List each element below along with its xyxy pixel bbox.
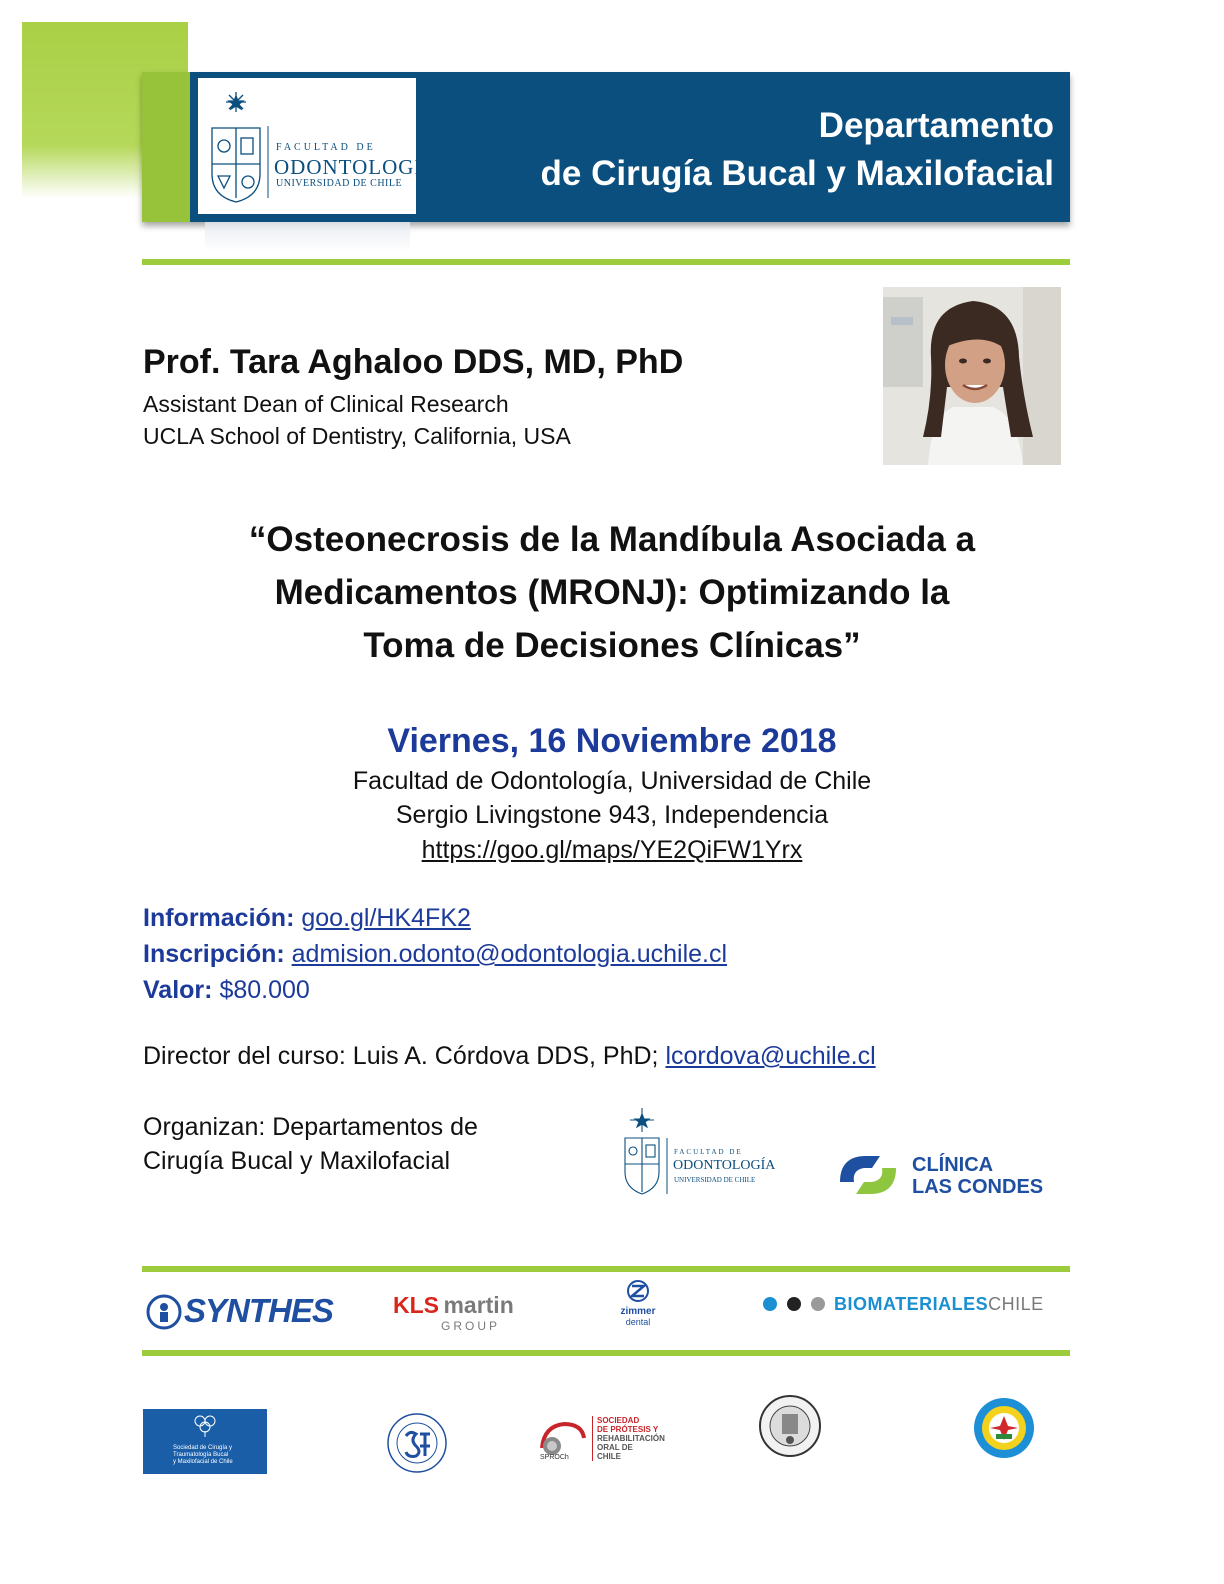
organizers-line2: Cirugía Bucal y Maxilofacial xyxy=(143,1147,451,1175)
talk-title-line1: “Osteonecrosis de la Mandíbula Asociada a xyxy=(248,520,976,559)
biomateriales-a: BIOMATERIALES xyxy=(834,1294,989,1314)
zimmer-dental-logo xyxy=(608,1280,668,1330)
valor-label: Valor: xyxy=(143,976,213,1004)
kls-text: KLS xyxy=(393,1292,439,1318)
biomateriales-text xyxy=(834,1294,1044,1315)
martin-text: martin xyxy=(443,1292,514,1318)
society-periodoncia-logo xyxy=(386,1412,448,1474)
faculty-logo xyxy=(198,78,439,214)
clinica-las-condes-icon xyxy=(836,1148,900,1202)
event-venue: Facultad de Odontología, Universidad de Chile xyxy=(352,767,872,795)
clinica-line2: LAS CONDES xyxy=(912,1176,1044,1198)
valor-value: $80.000 xyxy=(219,976,310,1004)
divider-sponsors-top xyxy=(142,1266,1070,1272)
zimmer-icon xyxy=(625,1280,651,1302)
informacion-link[interactable]: goo.gl/HK4FK2 xyxy=(301,904,471,932)
soc1-line2: Traumatología Bucal xyxy=(173,1452,229,1458)
periodoncia-seal-icon xyxy=(386,1412,448,1474)
map-link[interactable]: https://goo.gl/maps/YE2QiFW1Yrx xyxy=(421,836,803,864)
soc1-line3: y Maxilofacial de Chile xyxy=(173,1459,233,1465)
department-line1: Departamento xyxy=(818,106,1054,145)
divider-sponsors-bottom xyxy=(142,1350,1070,1356)
clinica-line1: CLÍNICA xyxy=(912,1154,994,1176)
zimmer-text: zimmer xyxy=(620,1306,656,1317)
event-address: Sergio Livingstone 943, Independencia xyxy=(395,801,829,829)
society-tree-icon xyxy=(192,1413,218,1437)
clinica-text xyxy=(912,1154,1043,1198)
map-link-row xyxy=(112,836,1112,865)
society-cirugia-text xyxy=(173,1445,233,1466)
inscripcion-label: Inscripción: xyxy=(143,940,285,968)
sprochi-line1: SOCIEDAD xyxy=(597,1416,640,1425)
speaker-role: Assistant Dean of Clinical Research xyxy=(143,391,509,417)
organizers-text xyxy=(143,1110,478,1178)
sprochi-line2: DE PRÓTESIS Y xyxy=(597,1425,659,1434)
course-director xyxy=(143,1042,876,1071)
faculty-logo-small xyxy=(620,1108,790,1204)
director-email-link[interactable]: lcordova@uchile.cl xyxy=(665,1042,876,1070)
sprochi-logo xyxy=(538,1414,678,1468)
info-row-informacion xyxy=(143,904,471,933)
sprochi-line5: CHILE xyxy=(597,1452,621,1461)
informacion-label: Información: xyxy=(143,904,295,932)
society-cirugia-logo xyxy=(143,1409,267,1474)
logo-line2: ODONTOLOGÍA xyxy=(274,155,439,179)
organizers-line1: Organizan: Departamentos de xyxy=(143,1113,478,1141)
biomateriales-dots-icon xyxy=(762,1294,830,1314)
sprochi-line3: REHABILITACIÓN xyxy=(597,1434,665,1443)
logo-reflection xyxy=(205,222,410,252)
speaker-name: Prof. Tara Aghaloo DDS, MD, PhD xyxy=(143,343,684,381)
small-logo-line1: FACULTAD DE xyxy=(674,1148,743,1156)
society-patologia-logo xyxy=(758,1394,822,1458)
faculty-crest-small-icon xyxy=(620,1108,680,1204)
talk-title-line3: Toma de Decisiones Clínicas” xyxy=(363,626,861,665)
logo-line1: FACULTAD DE xyxy=(276,142,376,153)
kls-group-text: GROUP xyxy=(441,1319,501,1333)
sprochi-line4: ORAL DE xyxy=(597,1443,633,1452)
soc1-line1: Sociedad de Cirugía y xyxy=(173,1445,233,1451)
inscripcion-link[interactable]: admision.odonto@odontologia.uchile.cl xyxy=(291,940,728,968)
info-row-inscripcion xyxy=(143,940,727,969)
logo-line3: UNIVERSIDAD DE CHILE xyxy=(276,178,403,189)
clinica-las-condes-logo xyxy=(836,1148,1066,1204)
department-line2: de Cirugía Bucal y Maxilofacial xyxy=(540,154,1054,193)
divider-top xyxy=(142,259,1070,265)
talk-title-line2: Medicamentos (MRONJ): Optimizando la xyxy=(274,573,950,612)
header-green-strip xyxy=(142,72,190,222)
info-row-valor xyxy=(143,976,310,1005)
speaker-photo xyxy=(883,287,1061,465)
sprochi-label: SPROCh xyxy=(540,1454,569,1461)
speaker-affiliation: UCLA School of Dentistry, California, USA xyxy=(143,423,571,449)
small-logo-line2: ODONTOLOGÍA xyxy=(673,1158,776,1173)
society-emblem-icon xyxy=(972,1396,1036,1460)
patologia-seal-icon xyxy=(758,1394,822,1458)
society-emblem-logo xyxy=(972,1396,1036,1460)
synthes-text: SYNTHES xyxy=(184,1292,333,1329)
sprochi-text xyxy=(592,1416,665,1461)
synthes-logo xyxy=(146,1292,376,1332)
talk-title xyxy=(112,513,1112,672)
synthes-icon xyxy=(146,1294,182,1330)
event-date: Viernes, 16 Noviembre 2018 xyxy=(387,722,837,760)
biomateriales-b: CHILE xyxy=(988,1294,1044,1314)
kls-martin-logo xyxy=(393,1292,553,1336)
small-logo-line3: UNIVERSIDAD DE CHILE xyxy=(674,1176,756,1184)
department-title xyxy=(541,102,1055,198)
zimmer-sub-text: dental xyxy=(625,1317,651,1327)
biomateriales-chile-logo xyxy=(762,1294,1062,1316)
director-text: Director del curso: Luis A. Córdova DDS, PhD; xyxy=(143,1042,659,1070)
